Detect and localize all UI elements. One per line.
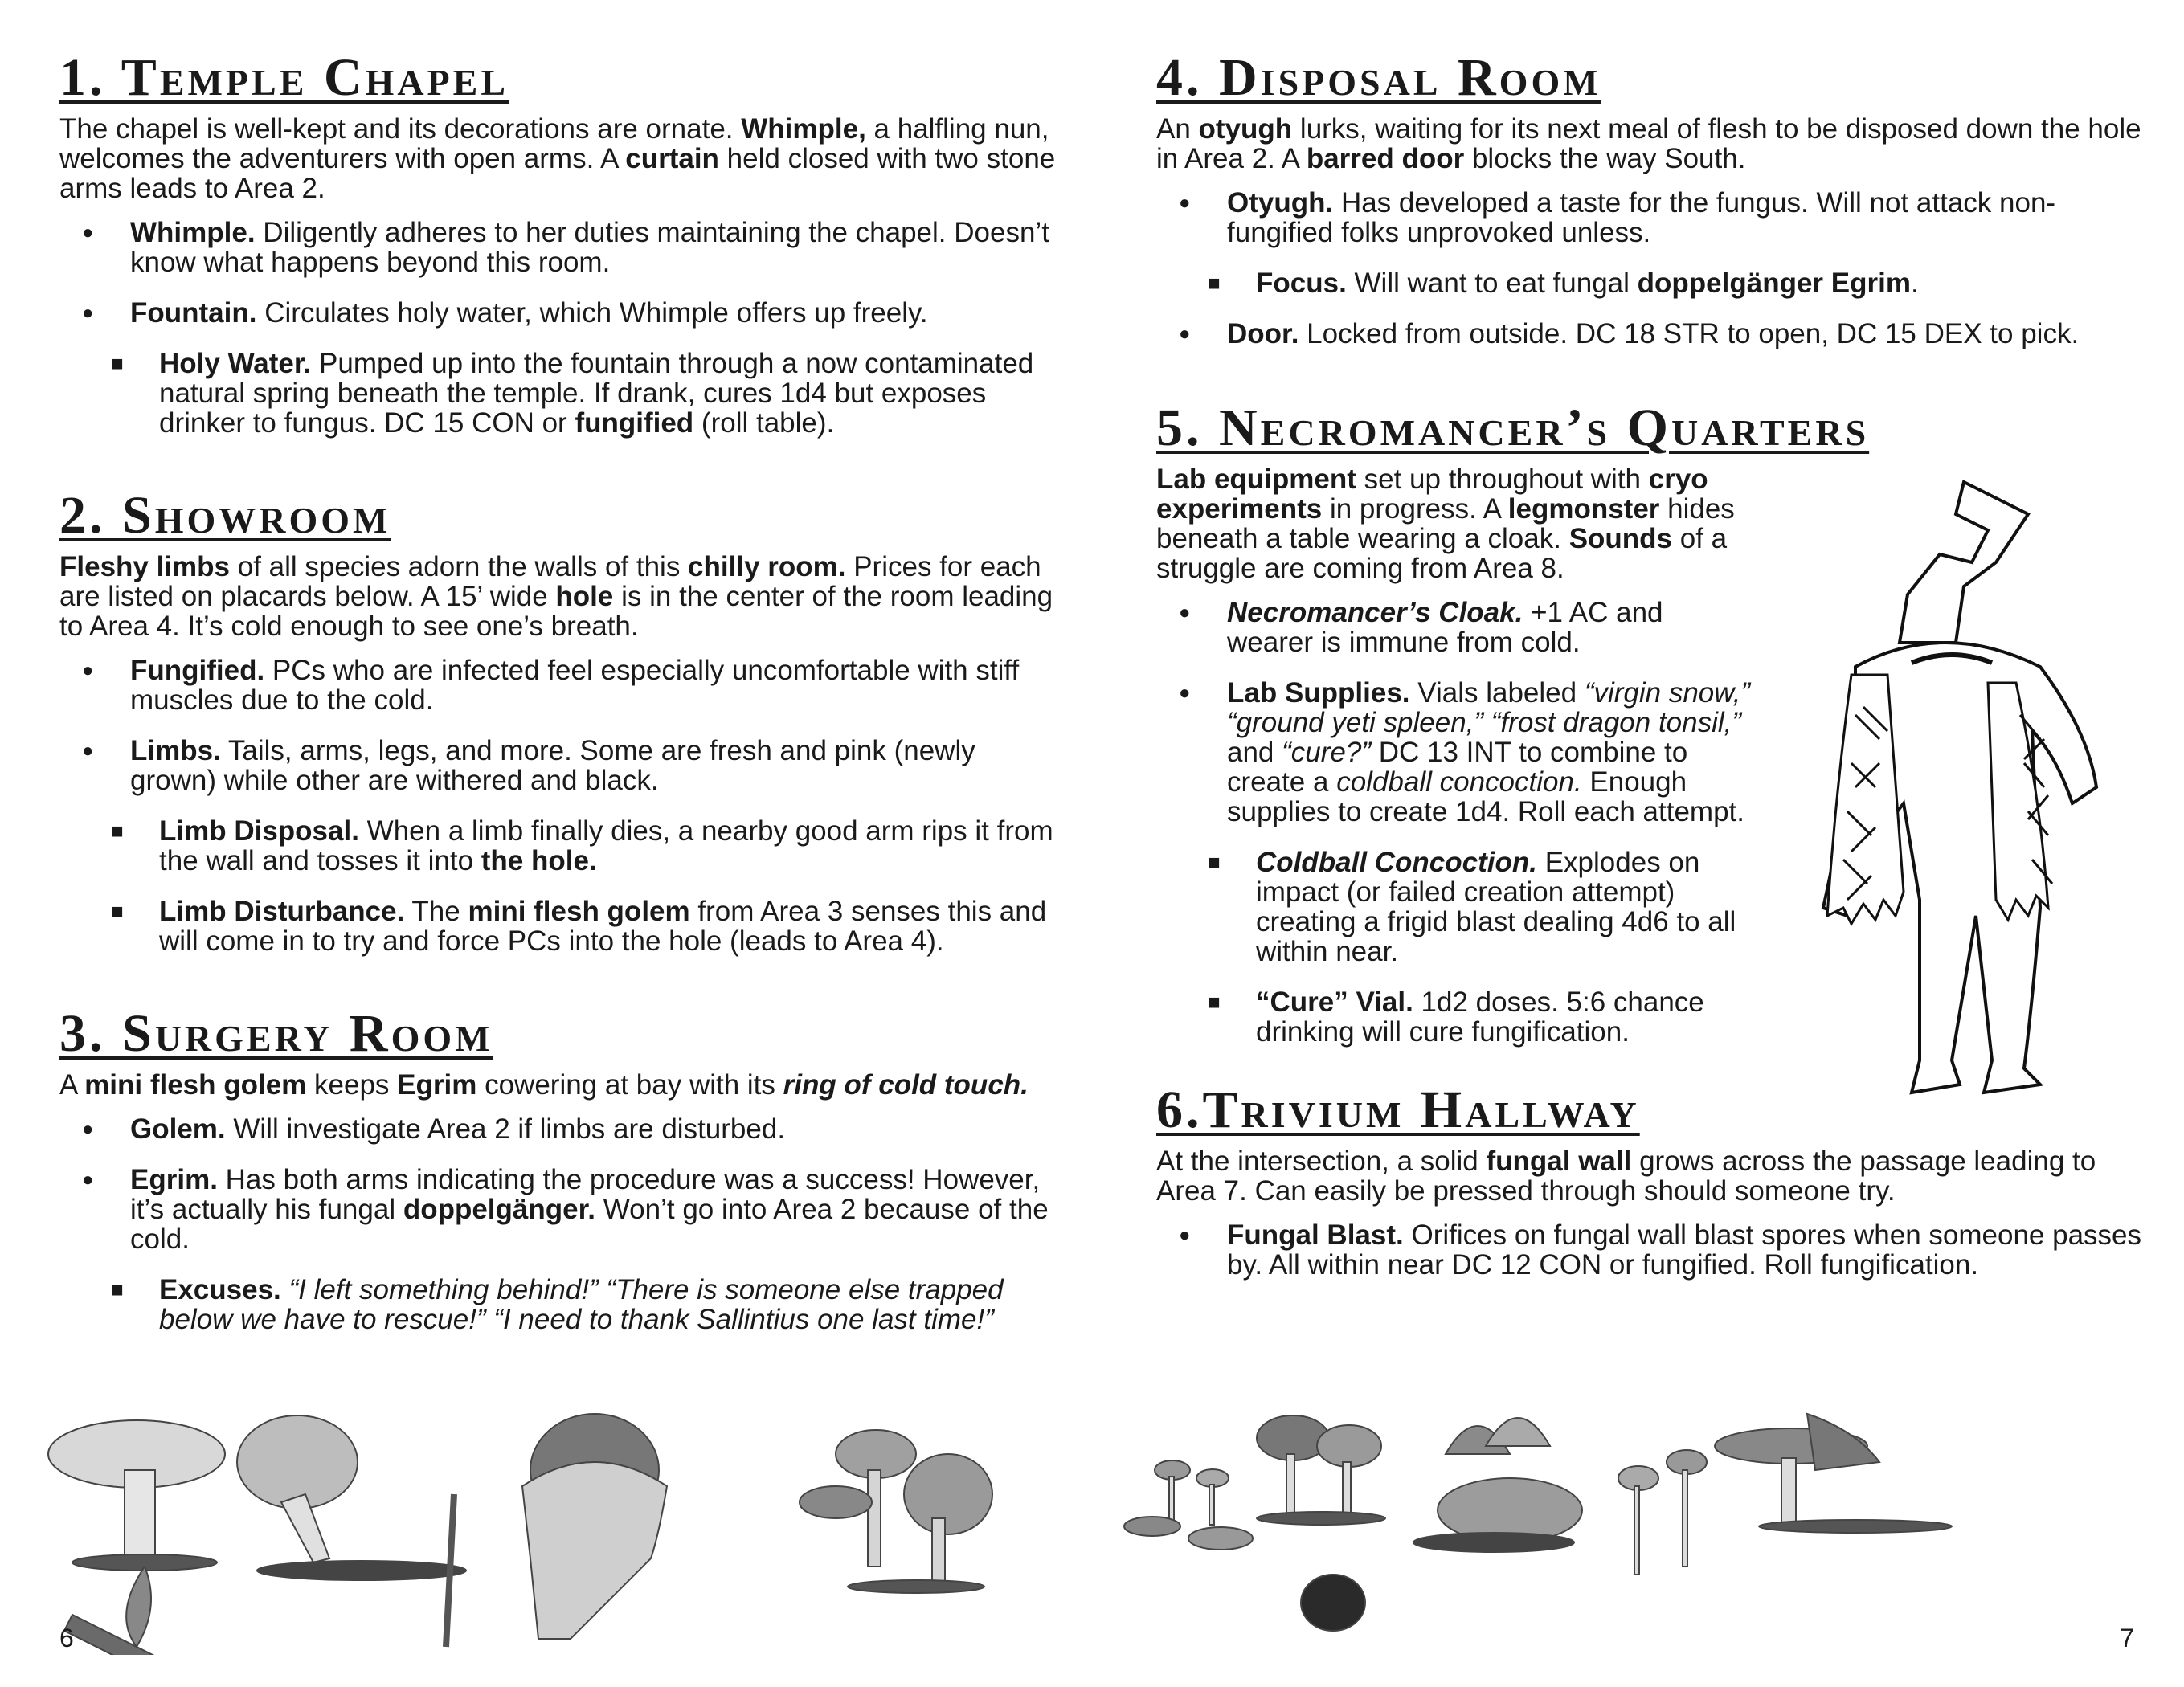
mushroom-illustration-right	[1108, 1390, 2177, 1655]
text-run: Fountain.	[130, 297, 257, 329]
text-run: Excuses.	[159, 1274, 281, 1305]
text-run: hides beneath a table wearing a cloak.	[1156, 493, 1735, 554]
text-run: Egrim.	[130, 1164, 218, 1195]
text-run: Will investigate Area 2 if limbs are disturbed.	[225, 1113, 786, 1145]
section-title: 1. Temple Chapel	[59, 48, 509, 107]
text-run: .	[1910, 268, 1919, 299]
text-run: “virgin snow,” “ground yeti spleen,” “frost dragon tonsil,”	[1227, 677, 1750, 738]
text-run: “Cure” Vial.	[1256, 986, 1413, 1018]
page-number: 6	[59, 1624, 74, 1652]
text-run: Fungal Blast.	[1227, 1219, 1404, 1251]
text-run: Tails, arms, legs, and more. Some are fresh and pink (newly grown) while other are withered and black.	[130, 735, 975, 796]
text-run: Whimple.	[130, 217, 256, 248]
text-run: hole	[555, 581, 614, 612]
text-run: Door.	[1227, 318, 1299, 349]
text-run: held closed with two stone arms leads to Area 2.	[59, 143, 1056, 204]
text-run: barred door	[1306, 143, 1465, 174]
bullet-list	[1156, 188, 2145, 349]
section-intro	[59, 552, 1056, 641]
section-title: 4. Disposal Room	[1156, 48, 1601, 107]
section-title: 2. Showroom	[59, 486, 391, 545]
text-run: lurks, waiting for its next meal of flesh to be disposed down the hole in Area 2. A	[1156, 113, 2141, 174]
text-run: Pumped up into the fountain through a now contaminated natural spring beneath the temple. If drank, cures 1d4 but exposes drinker to fungus. DC 15 CON or	[159, 348, 1034, 439]
section-intro	[1156, 1146, 2145, 1206]
bullet-item	[1156, 188, 2145, 247]
bullet-item	[59, 218, 1056, 277]
section-title: 6.Trivium Hallway	[1156, 1080, 1640, 1139]
text-run: Fleshy limbs	[59, 551, 231, 582]
text-run: cryo experiments	[1156, 464, 1708, 525]
text-run: The	[404, 896, 468, 927]
section-temple-chapel	[59, 47, 1056, 438]
text-run: Circulates holy water, which Whimple offers up freely.	[256, 297, 928, 329]
text-run: coldball concoction.	[1336, 766, 1582, 798]
text-run: mini flesh golem	[468, 896, 690, 927]
text-run: of a struggle are coming from Area 8.	[1156, 523, 1728, 584]
text-run: A	[59, 1069, 85, 1101]
text-run: legmonster	[1507, 493, 1660, 525]
bullet-item	[59, 298, 1056, 328]
text-run: Necromancer’s Cloak.	[1227, 597, 1523, 628]
bullet-list	[59, 1114, 1056, 1334]
text-run: Golem.	[130, 1113, 226, 1145]
section-title: 3. Surgery Room	[59, 1004, 493, 1063]
section-disposal-room	[1156, 47, 2145, 349]
text-run: Orifices on fungal wall blast spores when someone passes by. All within near DC 12 CON or fungified. Roll fungification.	[1227, 1219, 2142, 1281]
text-run: doppelgänger.	[403, 1194, 596, 1225]
sub-bullet-item	[1156, 268, 2145, 298]
text-run: Limb Disposal.	[159, 815, 359, 847]
sub-bullet-item	[1156, 848, 1751, 966]
section-intro	[1156, 114, 2145, 174]
text-run: Lab Supplies.	[1227, 677, 1410, 709]
text-run: When a limb finally dies, a nearby good arm rips it from the wall and tosses it into	[159, 815, 1053, 876]
text-run: fungal wall	[1486, 1146, 1632, 1177]
right-page	[1092, 0, 2184, 1687]
text-run: Diligently adheres to her duties maintaining the chapel. Doesn’t know what happens beyond this room.	[130, 217, 1049, 278]
text-run: 1d2 doses. 5:6 chance drinking will cure fungification.	[1256, 986, 1704, 1048]
text-run: “I left something behind!” “There is someone else trapped below we have to rescue!” “I need to thank Sallintius one last time!”	[159, 1274, 1004, 1335]
text-run: doppelgänger Egrim	[1637, 268, 1911, 299]
text-run: (roll table).	[693, 407, 835, 439]
text-run: Egrim	[397, 1069, 477, 1101]
text-run: and	[1227, 737, 1282, 768]
text-run: An	[1156, 113, 1199, 145]
text-run: otyugh	[1198, 113, 1293, 145]
page-number: 7	[2120, 1624, 2134, 1652]
text-run: +1 AC and wearer is immune from cold.	[1227, 597, 1663, 658]
sub-bullet-item	[59, 897, 1056, 956]
text-run: Enough supplies to create 1d4. Roll each attempt.	[1227, 766, 1744, 827]
text-run: Limb Disturbance.	[159, 896, 405, 927]
section-surgery-room	[59, 1003, 1056, 1334]
sub-bullet-item	[1156, 987, 1751, 1047]
text-run: “cure?”	[1282, 737, 1371, 768]
section-title: 5. Necromancer’s Quarters	[1156, 398, 1870, 457]
text-run: cowering at bay with its	[476, 1069, 783, 1101]
text-run: Vials labeled	[1409, 677, 1585, 709]
text-run: The chapel is well-kept and its decorations are ornate.	[59, 113, 742, 145]
text-run: mini flesh golem	[84, 1069, 307, 1101]
bullet-item	[1156, 1220, 2145, 1280]
sub-bullet-item	[59, 816, 1056, 876]
text-run: Otyugh.	[1227, 187, 1334, 219]
bullet-item	[59, 1165, 1056, 1254]
bullet-item	[59, 736, 1056, 795]
text-run: chilly room.	[688, 551, 846, 582]
text-run: grows across the passage leading to Area 7. Can easily be pressed through should someone try.	[1156, 1146, 2096, 1207]
section-intro	[59, 114, 1056, 203]
bullet-item	[59, 656, 1056, 715]
text-run: Won’t go into Area 2 because of the cold.	[130, 1194, 1049, 1255]
bullet-list	[59, 218, 1056, 438]
text-run: is in the center of the room leading to Area 4. It’s cold enough to see one’s breath.	[59, 581, 1053, 642]
text-run: Limbs.	[130, 735, 221, 766]
text-run: DC 13 INT to combine to create a	[1227, 737, 1688, 798]
text-run: Explodes on impact (or failed creation attempt) creating a frigid blast dealing 4d6 to all within near.	[1256, 847, 1736, 967]
text-run: Holy Water.	[159, 348, 312, 379]
text-run: Has both arms indicating the procedure was a success! However, it’s actually his fungal	[130, 1164, 1041, 1225]
text-run: Will want to eat fungal	[1346, 268, 1638, 299]
section-showroom	[59, 484, 1056, 956]
text-run: Prices for each are listed on placards below. A 15’ wide	[59, 551, 1041, 612]
text-run: in progress. A	[1322, 493, 1508, 525]
section-intro	[59, 1070, 1056, 1100]
bullet-list	[1156, 598, 1751, 1047]
text-run: Fungified.	[130, 655, 265, 686]
mushroom-illustration-left	[40, 1398, 1053, 1655]
text-run: set up throughout with	[1356, 464, 1649, 495]
sub-bullet-item	[59, 349, 1056, 438]
text-run: Focus.	[1256, 268, 1347, 299]
wrapped-text	[1156, 464, 1751, 1047]
text-run: the hole.	[481, 845, 597, 876]
text-run: from Area 3 senses this and will come in to try and force PCs into the hole (leads to Area 4).	[159, 896, 1047, 957]
bullet-item	[1156, 678, 1751, 827]
text-run: Lab equipment	[1156, 464, 1356, 495]
text-run: Whimple,	[741, 113, 866, 145]
text-run: of all species adorn the walls of this	[230, 551, 689, 582]
legmonster-illustration	[1775, 474, 2112, 1125]
text-run: ring of cold touch.	[783, 1069, 1029, 1101]
bullet-list	[59, 656, 1056, 956]
text-run: PCs who are infected feel especially uncomfortable with stiff muscles due to the cold.	[130, 655, 1020, 716]
section-intro	[1156, 464, 1751, 583]
text-run: a halfling nun, welcomes the adventurers with open arms. A	[59, 113, 1049, 174]
text-run: fungified	[575, 407, 694, 439]
text-run: curtain	[625, 143, 719, 174]
text-run: Locked from outside. DC 18 STR to open, DC 15 DEX to pick.	[1299, 318, 2080, 349]
text-run: At the intersection, a solid	[1156, 1146, 1487, 1177]
bullet-item	[59, 1114, 1056, 1144]
text-run: Has developed a taste for the fungus. Will not attack non-fungified folks unprovoked unless.	[1227, 187, 2056, 248]
left-column	[59, 47, 1056, 1381]
sub-bullet-item	[59, 1275, 1056, 1334]
text-run: Sounds	[1568, 523, 1673, 554]
text-run: blocks the way South.	[1464, 143, 1746, 174]
bullet-item	[1156, 598, 1751, 657]
text-run: keeps	[306, 1069, 398, 1101]
bullet-item	[1156, 319, 2145, 349]
bullet-list	[1156, 1220, 2145, 1280]
text-run: Coldball Concoction.	[1256, 847, 1537, 878]
